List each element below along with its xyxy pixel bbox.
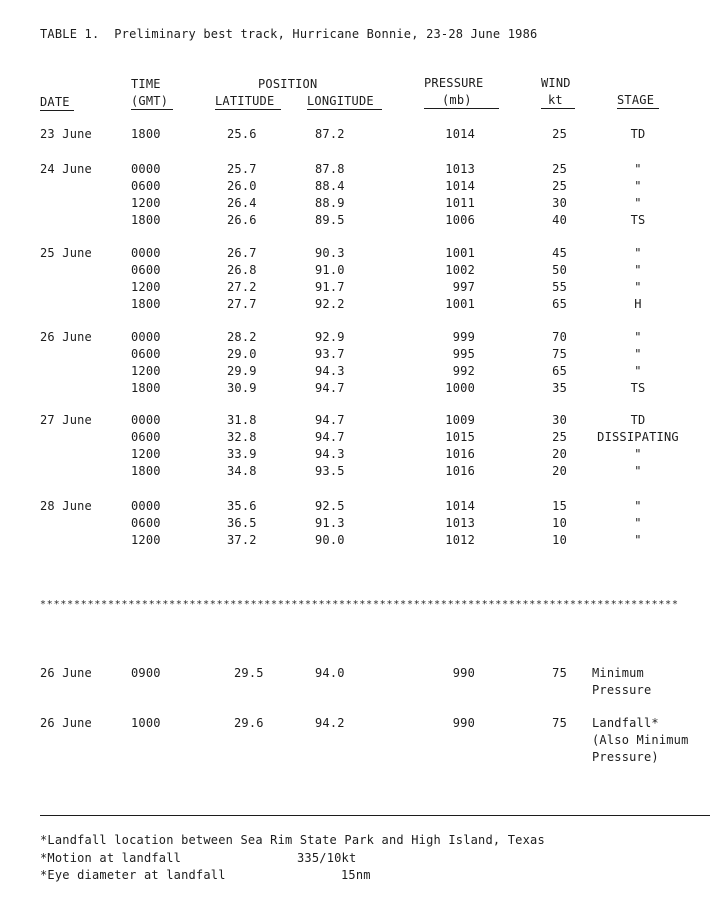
event-latitude: 29.5 (234, 666, 264, 680)
row-wind: 40 (552, 213, 567, 227)
row-date: 24 June (40, 162, 92, 176)
underline-latitude (215, 109, 281, 110)
row-time: 1200 (131, 447, 161, 461)
row-time: 1800 (131, 127, 161, 141)
row-longitude: 89.5 (315, 213, 345, 227)
row-pressure: 1000 (445, 381, 475, 395)
row-time: 0600 (131, 347, 161, 361)
row-longitude: 94.7 (315, 413, 345, 427)
row-latitude: 28.2 (227, 330, 257, 344)
row-time: 1800 (131, 297, 161, 311)
event-latitude: 29.6 (234, 716, 264, 730)
row-stage: " (634, 447, 642, 461)
row-latitude: 27.2 (227, 280, 257, 294)
footnote-motion-value: 335/10kt (297, 851, 357, 865)
header-date: DATE (40, 95, 70, 109)
row-time: 0000 (131, 162, 161, 176)
row-stage: DISSIPATING (597, 430, 679, 444)
row-latitude: 27.7 (227, 297, 257, 311)
footnote-eye-value: 15nm (341, 868, 371, 882)
row-pressure: 1001 (445, 297, 475, 311)
row-stage: " (634, 246, 642, 260)
row-wind: 25 (552, 179, 567, 193)
row-pressure: 1015 (445, 430, 475, 444)
row-longitude: 93.7 (315, 347, 345, 361)
row-wind: 55 (552, 280, 567, 294)
row-time: 0000 (131, 413, 161, 427)
row-time: 0600 (131, 430, 161, 444)
row-date: 25 June (40, 246, 92, 260)
event-longitude: 94.2 (315, 716, 345, 730)
header-time: TIME (131, 77, 161, 91)
row-longitude: 92.5 (315, 499, 345, 513)
row-pressure: 1014 (445, 499, 475, 513)
row-wind: 20 (552, 464, 567, 478)
row-wind: 10 (552, 516, 567, 530)
row-stage: " (634, 499, 642, 513)
footnote-divider (40, 815, 710, 816)
row-wind: 15 (552, 499, 567, 513)
row-longitude: 93.5 (315, 464, 345, 478)
row-date: 27 June (40, 413, 92, 427)
event-stage-line: Pressure) (592, 750, 659, 764)
row-longitude: 88.9 (315, 196, 345, 210)
row-date: 28 June (40, 499, 92, 513)
row-latitude: 26.6 (227, 213, 257, 227)
row-longitude: 94.3 (315, 447, 345, 461)
row-longitude: 92.2 (315, 297, 345, 311)
header-pressure: PRESSURE (424, 76, 484, 90)
row-latitude: 26.7 (227, 246, 257, 260)
row-wind: 65 (552, 297, 567, 311)
underline-wind (541, 108, 575, 109)
event-stage-line: Landfall* (592, 716, 659, 730)
row-date: 23 June (40, 127, 92, 141)
row-wind: 25 (552, 430, 567, 444)
row-pressure: 1001 (445, 246, 475, 260)
row-stage: TS (630, 381, 646, 395)
row-time: 1800 (131, 464, 161, 478)
row-wind: 10 (552, 533, 567, 547)
row-wind: 65 (552, 364, 567, 378)
row-pressure: 1016 (445, 464, 475, 478)
row-time: 0600 (131, 179, 161, 193)
row-time: 0600 (131, 516, 161, 530)
footnote-landfall-location: *Landfall location between Sea Rim State Park and High Island, Texas (40, 833, 545, 847)
row-time: 1200 (131, 533, 161, 547)
row-latitude: 26.0 (227, 179, 257, 193)
asterisk-separator: ********************************************************************************************** (40, 599, 679, 610)
row-wind: 50 (552, 263, 567, 277)
event-time: 0900 (131, 666, 161, 680)
row-longitude: 90.0 (315, 533, 345, 547)
event-date: 26 June (40, 666, 92, 680)
underline-time (131, 109, 173, 110)
row-pressure: 1014 (445, 127, 475, 141)
row-stage: " (634, 364, 642, 378)
row-wind: 30 (552, 196, 567, 210)
row-latitude: 32.8 (227, 430, 257, 444)
row-time: 0000 (131, 246, 161, 260)
row-pressure: 995 (452, 347, 475, 361)
row-latitude: 26.8 (227, 263, 257, 277)
row-latitude: 25.6 (227, 127, 257, 141)
row-latitude: 35.6 (227, 499, 257, 513)
underline-longitude (307, 109, 382, 110)
event-time: 1000 (131, 716, 161, 730)
row-longitude: 90.3 (315, 246, 345, 260)
event-stage-line: Minimum (592, 666, 644, 680)
row-wind: 25 (552, 127, 567, 141)
row-time: 1200 (131, 364, 161, 378)
row-longitude: 92.9 (315, 330, 345, 344)
row-stage: " (634, 464, 642, 478)
row-wind: 30 (552, 413, 567, 427)
row-latitude: 25.7 (227, 162, 257, 176)
event-stage-line: (Also Minimum (592, 733, 689, 747)
row-latitude: 26.4 (227, 196, 257, 210)
row-stage: " (634, 280, 642, 294)
row-pressure: 1006 (445, 213, 475, 227)
row-stage: " (634, 533, 642, 547)
row-wind: 75 (552, 347, 567, 361)
row-stage: H (634, 297, 642, 311)
table-title: TABLE 1. Preliminary best track, Hurricane Bonnie, 23-28 June 1986 (40, 27, 538, 41)
row-longitude: 94.7 (315, 430, 345, 444)
row-longitude: 87.2 (315, 127, 345, 141)
row-pressure: 992 (452, 364, 475, 378)
row-pressure: 1002 (445, 263, 475, 277)
row-stage: " (634, 179, 642, 193)
row-wind: 25 (552, 162, 567, 176)
row-time: 0000 (131, 330, 161, 344)
row-latitude: 30.9 (227, 381, 257, 395)
event-stage-line: Pressure (592, 683, 652, 697)
event-wind: 75 (552, 716, 567, 730)
row-pressure: 1013 (445, 516, 475, 530)
row-stage: " (634, 330, 642, 344)
row-wind: 20 (552, 447, 567, 461)
row-time: 0600 (131, 263, 161, 277)
row-latitude: 37.2 (227, 533, 257, 547)
row-longitude: 91.3 (315, 516, 345, 530)
row-time: 1800 (131, 213, 161, 227)
row-pressure: 1016 (445, 447, 475, 461)
underline-stage (617, 108, 659, 109)
header-time-unit: (GMT) (131, 94, 169, 108)
row-stage: " (634, 347, 642, 361)
row-pressure: 1011 (445, 196, 475, 210)
header-longitude: LONGITUDE (307, 94, 374, 108)
row-pressure: 1014 (445, 179, 475, 193)
row-stage: TD (630, 127, 646, 141)
event-pressure: 990 (452, 666, 475, 680)
row-longitude: 91.0 (315, 263, 345, 277)
row-pressure: 1012 (445, 533, 475, 547)
header-pressure-unit: (mb) (442, 93, 472, 107)
row-stage: " (634, 516, 642, 530)
row-stage: " (634, 162, 642, 176)
row-stage: " (634, 196, 642, 210)
footnote-motion-label: *Motion at landfall (40, 851, 182, 865)
row-pressure: 1009 (445, 413, 475, 427)
underline-pressure (424, 108, 499, 109)
row-longitude: 94.7 (315, 381, 345, 395)
footnote-eye-label: *Eye diameter at landfall (40, 868, 226, 882)
underline-date (40, 110, 74, 111)
row-time: 1200 (131, 196, 161, 210)
row-date: 26 June (40, 330, 92, 344)
header-stage: STAGE (617, 93, 655, 107)
header-wind-unit: kt (548, 93, 563, 107)
row-wind: 70 (552, 330, 567, 344)
row-latitude: 29.0 (227, 347, 257, 361)
row-latitude: 29.9 (227, 364, 257, 378)
event-date: 26 June (40, 716, 92, 730)
row-pressure: 999 (452, 330, 475, 344)
event-wind: 75 (552, 666, 567, 680)
row-wind: 35 (552, 381, 567, 395)
row-stage: " (634, 263, 642, 277)
row-pressure: 997 (452, 280, 475, 294)
row-stage: TD (630, 413, 646, 427)
event-pressure: 990 (452, 716, 475, 730)
header-position: POSITION (258, 77, 318, 91)
row-longitude: 94.3 (315, 364, 345, 378)
row-time: 0000 (131, 499, 161, 513)
row-pressure: 1013 (445, 162, 475, 176)
row-latitude: 33.9 (227, 447, 257, 461)
row-latitude: 36.5 (227, 516, 257, 530)
row-longitude: 87.8 (315, 162, 345, 176)
row-time: 1200 (131, 280, 161, 294)
row-wind: 45 (552, 246, 567, 260)
row-time: 1800 (131, 381, 161, 395)
row-latitude: 34.8 (227, 464, 257, 478)
row-latitude: 31.8 (227, 413, 257, 427)
header-latitude: LATITUDE (215, 94, 275, 108)
row-longitude: 91.7 (315, 280, 345, 294)
row-stage: TS (630, 213, 646, 227)
row-longitude: 88.4 (315, 179, 345, 193)
header-wind: WIND (541, 76, 571, 90)
event-longitude: 94.0 (315, 666, 345, 680)
